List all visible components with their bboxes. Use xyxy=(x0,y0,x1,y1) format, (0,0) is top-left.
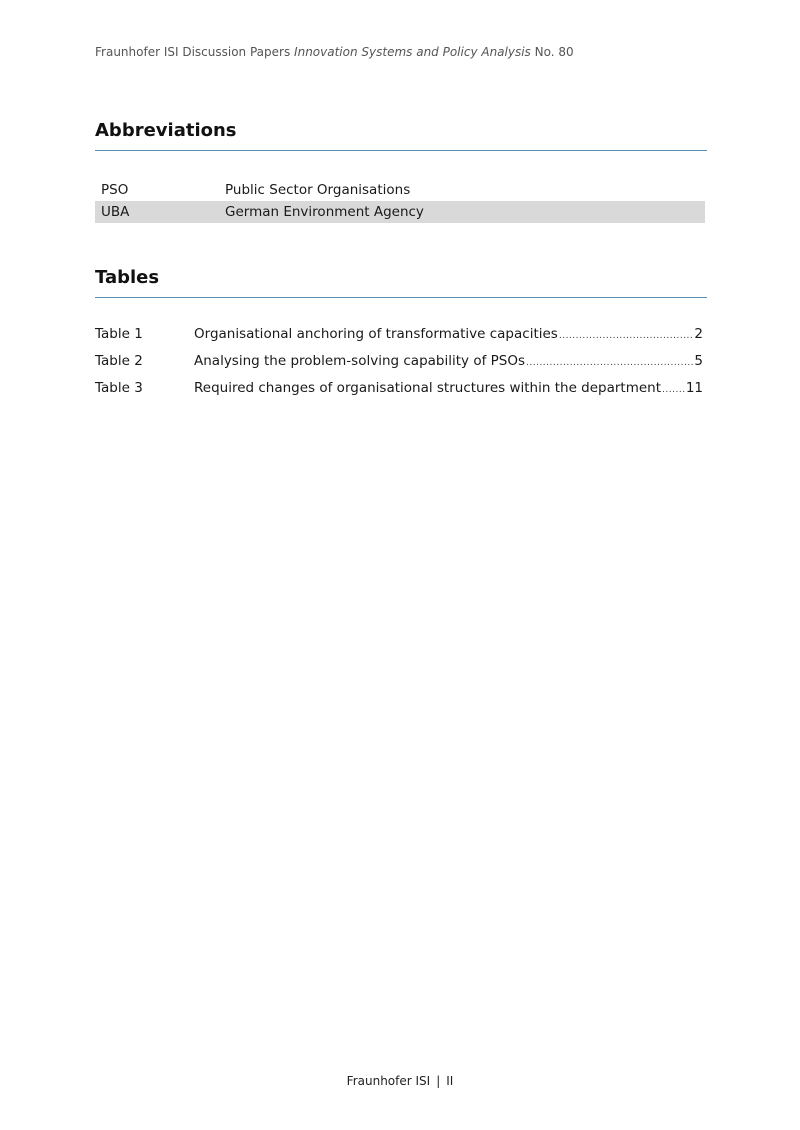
footer-page-number: II xyxy=(446,1074,454,1088)
toc-entry-title: Organisational anchoring of transformative capacities xyxy=(194,326,558,342)
toc-entry-title: Analysing the problem-solving capability of PSOs xyxy=(194,353,525,369)
footer-org: Fraunhofer ISI xyxy=(346,1074,431,1088)
abbreviations-table xyxy=(95,179,705,223)
abbreviation-term: UBA xyxy=(95,201,219,223)
toc-dot-leader xyxy=(662,385,685,395)
toc-entry-page: 11 xyxy=(685,380,703,396)
toc-entry-table-3[interactable] xyxy=(95,380,703,407)
toc-dot-leader xyxy=(559,331,694,341)
list-of-tables xyxy=(95,326,703,407)
abbreviation-row xyxy=(95,201,705,223)
toc-entry-table-2[interactable] xyxy=(95,353,703,380)
running-header xyxy=(95,45,574,59)
toc-entry-label: Table 2 xyxy=(95,353,143,369)
header-number: No. 80 xyxy=(534,45,574,59)
abbreviation-row xyxy=(95,179,705,201)
toc-entry-label: Table 3 xyxy=(95,380,143,396)
toc-entry-label: Table 1 xyxy=(95,326,143,342)
tables-heading: Tables xyxy=(95,267,707,298)
abbreviation-definition: German Environment Agency xyxy=(219,201,705,223)
toc-entry-page: 2 xyxy=(694,326,703,342)
abbreviations-heading: Abbreviations xyxy=(95,120,707,151)
footer-separator: | xyxy=(436,1074,441,1088)
toc-entry-title: Required changes of organisational structures within the department xyxy=(194,380,662,396)
toc-entry-page: 5 xyxy=(694,353,703,369)
page-footer xyxy=(0,1074,800,1088)
abbreviation-definition: Public Sector Organisations xyxy=(225,182,411,198)
toc-entry-table-1[interactable] xyxy=(95,326,703,353)
header-prefix: Fraunhofer ISI Discussion Papers xyxy=(95,45,291,59)
abbreviation-term: PSO xyxy=(101,182,129,198)
header-series: Innovation Systems and Policy Analysis xyxy=(294,45,531,59)
toc-dot-leader xyxy=(526,358,693,368)
